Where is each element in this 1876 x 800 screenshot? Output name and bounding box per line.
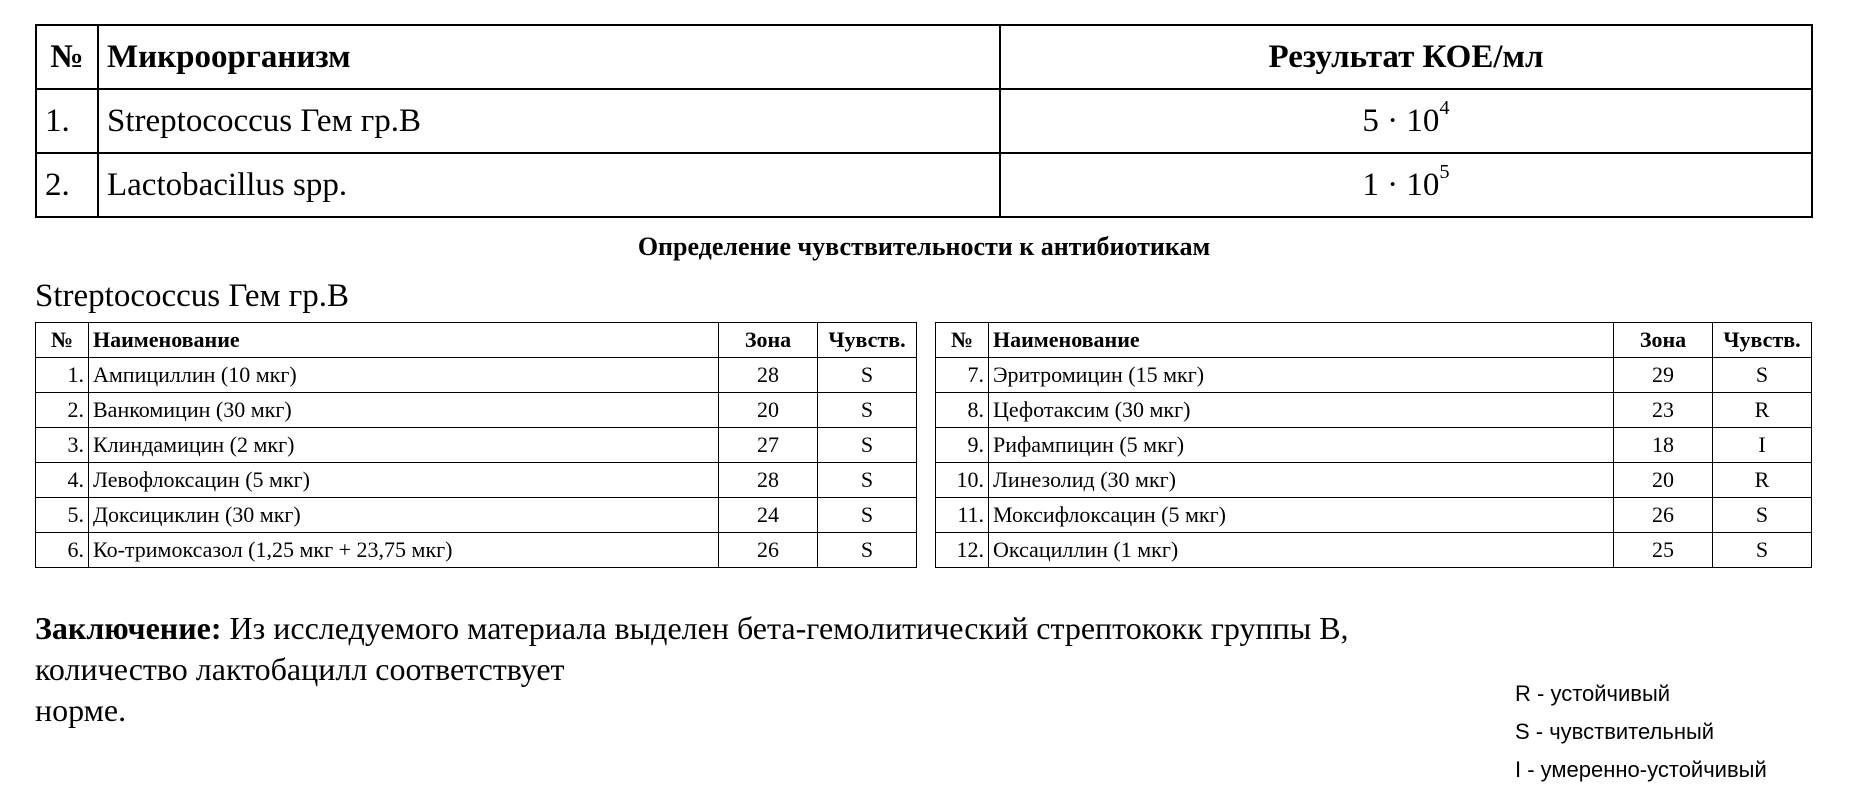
abx-header-name: Наименование — [89, 323, 719, 358]
abx-num: 10. — [936, 463, 989, 498]
conclusion-label: Заключение: — [35, 610, 222, 646]
abx-header-row — [36, 323, 917, 358]
abx-row — [936, 533, 1812, 568]
abx-name: Ко-тримоксазол (1,25 мкг + 23,75 мкг) — [89, 533, 719, 568]
abx-sens: S — [1713, 533, 1812, 568]
abx-header-sens: Чувств. — [1713, 323, 1812, 358]
abx-row — [36, 498, 917, 533]
abx-name: Доксициклин (30 мкг) — [89, 498, 719, 533]
abx-num: 2. — [36, 393, 89, 428]
abx-sens: I — [1713, 428, 1812, 463]
abx-row — [936, 393, 1812, 428]
abx-header-num: № — [36, 323, 89, 358]
conclusion-line: норме. — [35, 692, 127, 728]
abx-zone: 20 — [719, 393, 818, 428]
abx-row — [936, 428, 1812, 463]
micro-row — [36, 153, 1812, 217]
micro-row-result — [1000, 89, 1812, 153]
micro-row-num: 1. — [36, 89, 98, 153]
abx-row — [936, 463, 1812, 498]
microorganism-table — [35, 24, 1813, 218]
micro-header-row — [36, 25, 1812, 89]
antibiotic-table-left — [35, 322, 917, 568]
abx-sens: S — [818, 358, 917, 393]
abx-num: 12. — [936, 533, 989, 568]
result-exponent: 4 — [1439, 96, 1450, 119]
legend-item-intermediate: I - умеренно-устойчивый — [1515, 757, 1767, 782]
abx-num: 3. — [36, 428, 89, 463]
conclusion-line: количество лактобацилл соответствует — [35, 651, 565, 687]
result-base: 5 · 10 — [1362, 102, 1440, 139]
legend-item-sensitive: S - чувствительный — [1515, 719, 1715, 744]
abx-sens: S — [818, 463, 917, 498]
abx-num: 9. — [936, 428, 989, 463]
abx-num: 8. — [936, 393, 989, 428]
micro-row-num: 2. — [36, 153, 98, 217]
antibiotic-table-right — [935, 322, 1812, 568]
abx-zone: 24 — [719, 498, 818, 533]
abx-sens: S — [818, 428, 917, 463]
abx-sens: S — [1713, 358, 1812, 393]
abx-name: Левофлоксацин (5 мкг) — [89, 463, 719, 498]
abx-name: Цефотаксим (30 мкг) — [989, 393, 1614, 428]
micro-header-num: № — [36, 25, 98, 89]
abx-header-zone: Зона — [1614, 323, 1713, 358]
abx-name: Эритромицин (15 мкг) — [989, 358, 1614, 393]
abx-header-sens: Чувств. — [818, 323, 917, 358]
abx-num: 7. — [936, 358, 989, 393]
micro-header-name: Микроорганизм — [98, 25, 1000, 89]
abx-name: Линезолид (30 мкг) — [989, 463, 1614, 498]
abx-name: Ампициллин (10 мкг) — [89, 358, 719, 393]
abx-zone: 20 — [1614, 463, 1713, 498]
abx-header-zone: Зона — [719, 323, 818, 358]
result-exponent: 5 — [1439, 160, 1450, 183]
abx-row — [36, 393, 917, 428]
micro-row-name: Streptococcus Гем гр.В — [98, 89, 1000, 153]
abx-num: 5. — [36, 498, 89, 533]
abx-row — [36, 428, 917, 463]
micro-row-result — [1000, 153, 1812, 217]
abx-zone: 26 — [719, 533, 818, 568]
abx-zone: 29 — [1614, 358, 1713, 393]
abx-zone: 26 — [1614, 498, 1713, 533]
micro-row — [36, 89, 1812, 153]
abx-name: Клиндамицин (2 мкг) — [89, 428, 719, 463]
legend-item-resistant: R - устойчивый — [1515, 681, 1671, 706]
abx-row — [36, 463, 917, 498]
abx-sens: R — [1713, 393, 1812, 428]
abx-row — [936, 358, 1812, 393]
abx-name: Ванкомицин (30 мкг) — [89, 393, 719, 428]
abx-sens: S — [818, 393, 917, 428]
abx-zone: 28 — [719, 463, 818, 498]
conclusion — [35, 608, 1495, 731]
abx-row — [36, 533, 917, 568]
abx-zone: 23 — [1614, 393, 1713, 428]
abx-name: Рифампицин (5 мкг) — [989, 428, 1614, 463]
abx-sens: S — [1713, 498, 1812, 533]
micro-header-result: Результат КОЕ/мл — [1000, 25, 1812, 89]
abx-row — [36, 358, 917, 393]
micro-row-name: Lactobacillus spp. — [98, 153, 1000, 217]
abx-num: 11. — [936, 498, 989, 533]
organism-name: Streptococcus Гем гр.В — [35, 278, 349, 314]
conclusion-text: Из исследуемого материала выделен бета-гемолитический стрептококк группы В, — [221, 610, 1349, 646]
abx-name: Моксифлоксацин (5 мкг) — [989, 498, 1614, 533]
abx-name: Оксациллин (1 мкг) — [989, 533, 1614, 568]
abx-sens: S — [818, 533, 917, 568]
abx-num: 4. — [36, 463, 89, 498]
abx-row — [936, 498, 1812, 533]
abx-zone: 18 — [1614, 428, 1713, 463]
abx-header-num: № — [936, 323, 989, 358]
section-title: Определение чувствительности к антибиотикам — [637, 232, 1211, 261]
abx-header-row — [936, 323, 1812, 358]
abx-num: 1. — [36, 358, 89, 393]
abx-sens: S — [818, 498, 917, 533]
abx-sens: R — [1713, 463, 1812, 498]
abx-header-name: Наименование — [989, 323, 1614, 358]
sensitivity-legend — [1515, 675, 1767, 789]
result-base: 1 · 10 — [1362, 166, 1440, 203]
abx-zone: 25 — [1614, 533, 1713, 568]
abx-num: 6. — [36, 533, 89, 568]
conclusion-line — [35, 608, 1495, 649]
abx-zone: 28 — [719, 358, 818, 393]
abx-zone: 27 — [719, 428, 818, 463]
